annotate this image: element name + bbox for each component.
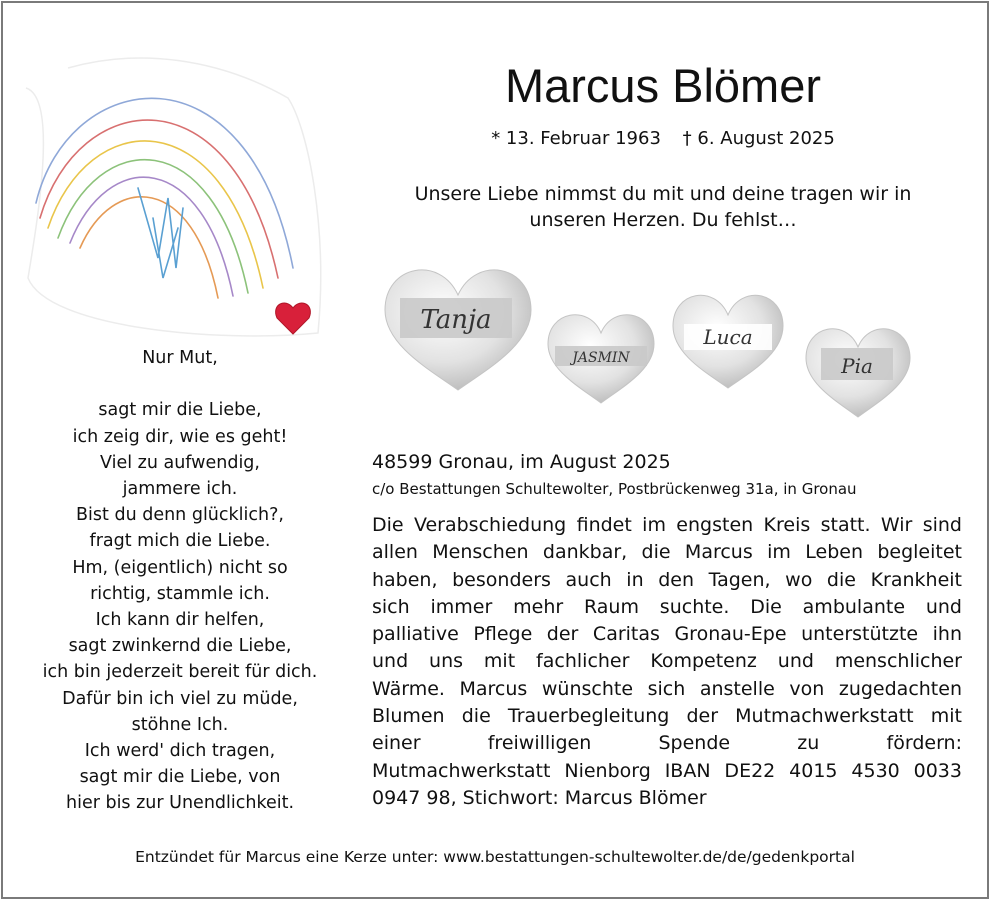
poem-line: sagt mir die Liebe, von [79,767,281,788]
heart-jasmin [548,315,654,403]
poem-line: sagt zwinkernd die Liebe, [68,636,292,657]
text-line: und uns mit fachlicher Kompetenz und menschlicher [372,650,962,673]
poem-line: ich zeig dir, wie es geht! [72,426,288,447]
poem-line: Ich werd' dich tragen, [84,741,276,762]
heart-pia [806,329,910,417]
death-date: † 6. August 2025 [682,128,835,149]
poem-line: jammere ich. [122,479,238,499]
poem-line: Viel zu aufwendig, [100,452,260,473]
heart-tanja [385,270,531,390]
text-line: palliative Pflege der Caritas Gronau-Epe unterstützte ihn [372,623,962,646]
text-line: sich immer mehr Raum suchte. Die ambulante und [372,595,962,618]
text-line: Wärme. Marcus wünschte sich anstelle von zugedachten [372,677,962,700]
poem-line: richtig, stammle ich. [90,583,270,604]
poem-line: hier bis zur Unendlichkeit. [65,793,295,814]
contact-address: c/o Bestattungen Schultewolter, Postbrückenweg 31a, in Gronau [372,480,857,498]
poem [20,345,340,817]
text-line: allen Menschen dankbar, die Marcus im Leben begleitet [372,541,962,564]
heart-name: Tanja [420,305,492,335]
heart-name: Luca [703,325,753,349]
text-line: 0947 98, Stichwort: Marcus Blömer [372,786,707,809]
birth-date: * 13. Februar 1963 [491,128,661,149]
poem-line: fragt mich die Liebe. [89,531,271,552]
poem-line [20,371,340,397]
motto [380,181,946,233]
poem-line: stöhne Ich. [131,714,229,735]
motto-line: Unsere Liebe nimmst du mit und deine tragen wir in [414,183,912,205]
memorial-portal-link[interactable]: Entzündet für Marcus eine Kerze unter: www.bestattungen-schultewolter.de/de/gedenkportal [135,848,855,866]
heart-name: Pia [841,354,873,378]
motto-line: unseren Herzen. Du fehlst… [529,209,797,231]
deceased-name: Marcus Blömer [504,59,821,112]
poem-line: Hm, (eigentlich) nicht so [72,557,288,578]
text-line: Mutmachwerkstatt Nienborg IBAN DE22 4015 4530 0033 [372,759,962,782]
rainbow-drawing [18,28,383,348]
announcement-text [372,512,962,812]
place-date: 48599 Gronau, im August 2025 [372,451,671,473]
text-line: Blumen die Trauerbegleitung der Mutmachwerkstatt mit [372,705,962,728]
text-line: einer freiwilligen Spende zu fördern: [372,732,962,755]
poem-line: Nur Mut, [142,348,218,368]
poem-line: Ich kann dir helfen, [95,610,265,631]
poem-line: Dafür bin ich viel zu müde, [62,688,298,709]
poem-line: ich bin jederzeit bereit für dich. [42,662,318,683]
poem-line: Bist du denn glücklich?, [76,505,284,526]
text-line: haben, besonders auch in den Tagen, wo die Krankheit [372,568,962,591]
heart-name: JASMIN [572,350,630,366]
life-dates [380,128,946,149]
poem-line: sagt mir die Liebe, [98,400,262,421]
text-line: Die Verabschiedung findet im engsten Kreis statt. Wir sind [372,514,962,536]
heart-luca [673,295,783,388]
name-hearts [380,260,940,430]
